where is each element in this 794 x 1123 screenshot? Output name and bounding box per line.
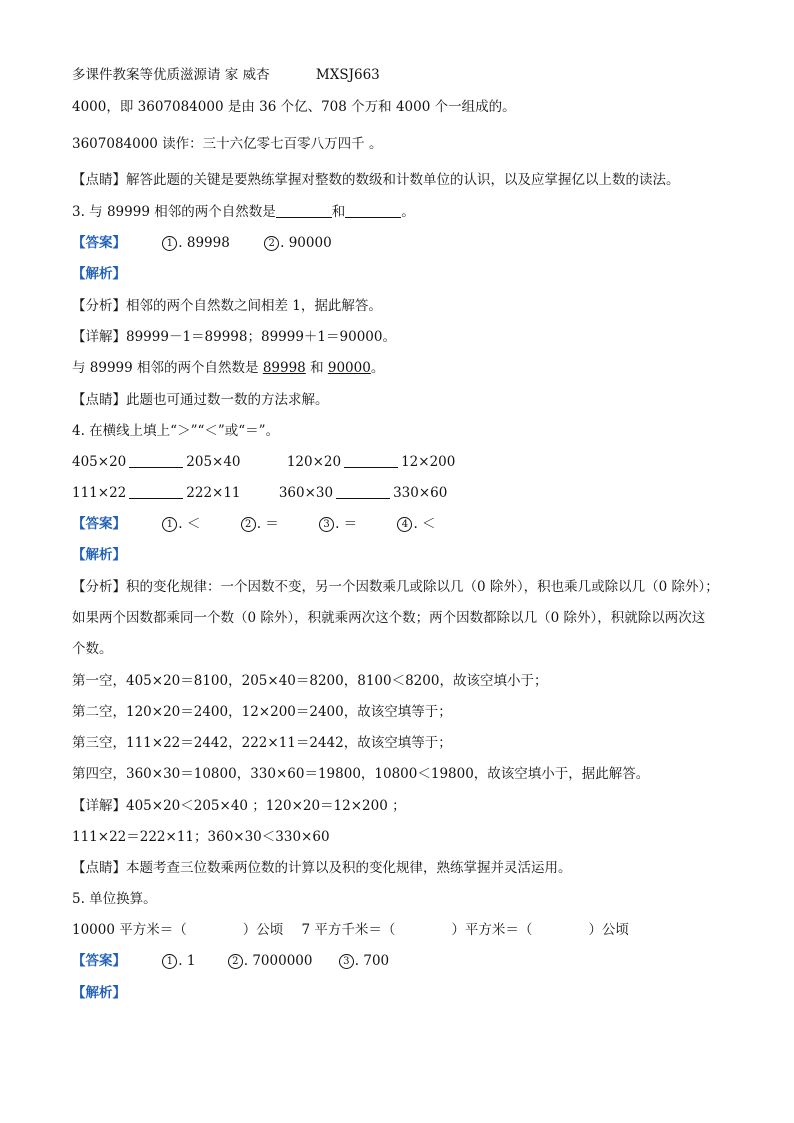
answer-value: . 1 (178, 953, 196, 969)
q4-analysis-line-3: 个数。 (72, 641, 113, 657)
q4-detail-line-2: 111×22＝222×11；360×30＜330×60 (72, 829, 330, 845)
note-tag: 【点睛】 (72, 392, 126, 408)
q3-answer-2 (264, 234, 332, 252)
expr-left: 111×22 (72, 485, 127, 501)
note-tag: 【点睛】 (72, 860, 126, 876)
q5-conversion (72, 921, 629, 939)
note-text: 解答此题的关键是要熟练掌握对整数的数级和计数单位的认识，以及应掌握亿以上数的读法。 (126, 172, 680, 188)
circled-number: 1 (162, 954, 177, 969)
conclusion-b: 和 (305, 360, 328, 376)
q5-part-d: ）平方米＝（ (451, 922, 533, 938)
intro-line-2: 3607084000 读作：三十六亿零七百零八万四千 。 (72, 136, 383, 152)
circled-number: 1 (162, 236, 177, 251)
answer-value: . ＝ (256, 516, 279, 532)
expr-right: 222×11 (186, 485, 241, 501)
q4-stem: 4. 在横线上填上“＞”“＜”或“＝”。 (72, 423, 280, 439)
q5-part-b: ）公顷 (242, 922, 284, 938)
note-text: 本题考查三位数乘两位数的计算以及积的变化规律，熟练掌握并灵活运用。 (126, 860, 572, 876)
q5-jiexi-tag: 【解析】 (72, 985, 126, 1001)
q3-analysis (72, 297, 382, 315)
q4-step-3: 第三空，111×22＝2442，222×11＝2442，故该空填等于； (72, 735, 452, 751)
note-tag: 【点睛】 (72, 172, 126, 188)
intro-line-1: 4000，即 3607084000 是由 36 个亿、708 个万和 4000 个一组成的。 (72, 99, 516, 115)
q3-stem-a: 3. 与 89999 相邻的两个自然数是 (72, 204, 276, 220)
header-text: 多课件教案等优质滋源请 家 威杏 (72, 67, 270, 83)
detail-text: 405×20＜205×40 ；120×20＝12×200 ； (126, 798, 406, 814)
circled-number: 3 (339, 954, 354, 969)
compare-blank-1[interactable] (129, 453, 183, 468)
q3-stem (72, 203, 415, 221)
detail-text: 89999－1＝89998；89999＋1＝90000。 (126, 329, 396, 345)
note-text: 此题也可通过数一数的方法求解。 (126, 392, 329, 408)
q3-answer-1 (162, 234, 230, 252)
answer-tag: 【答案】 (72, 953, 126, 969)
q4-jiexi-tag: 【解析】 (72, 547, 126, 563)
answer-value: . ＝ (335, 516, 358, 532)
q3-detail (72, 328, 396, 346)
q4-note (72, 859, 572, 877)
q5-part-e: ）公顷 (588, 922, 629, 938)
compare-blank-2[interactable] (344, 453, 398, 468)
page-header (72, 66, 380, 84)
analysis-tag: 【分析】 (72, 579, 126, 595)
conclusion-underlined-1: 89998 (262, 360, 306, 376)
expr-left: 360×30 (278, 485, 334, 501)
q5-answer-1 (162, 952, 195, 970)
conclusion-a: 与 89999 相邻的两个自然数是 (72, 360, 263, 376)
compare-blank-4[interactable] (336, 484, 390, 499)
q4-row-2 (72, 484, 447, 502)
q3-blank-2[interactable] (345, 203, 401, 218)
q4-answer-3 (319, 515, 357, 533)
circled-number: 2 (264, 236, 279, 251)
q3-note (72, 391, 329, 409)
compare-blank-3[interactable] (129, 484, 183, 499)
q5-answer (72, 952, 389, 970)
detail-tag: 【详解】 (72, 798, 126, 814)
circled-number: 4 (397, 517, 412, 532)
q4-step-1: 第一空，405×20＝8100，205×40＝8200，8100＜8200，故该空填小于； (72, 673, 548, 689)
answer-value: . ＜ (413, 516, 436, 532)
conclusion-underlined-2: 90000 (327, 360, 371, 376)
q3-blank-1[interactable] (276, 203, 332, 218)
answer-value: . ＜ (178, 516, 201, 532)
q3-stem-c: 。 (401, 204, 415, 220)
q4-step-2: 第二空，120×20＝2400，12×200＝2400，故该空填等于； (72, 704, 452, 720)
q5-part-a: 10000 平方米＝（ (72, 922, 187, 938)
q4-answer-1 (162, 515, 200, 533)
q4-analysis-line-1 (72, 578, 719, 596)
circled-number: 1 (162, 517, 177, 532)
intro-note (72, 171, 680, 189)
q4-step-4: 第四空，360×30＝10800，330×60＝19800，10800＜19800，故该空填小于，据此解答。 (72, 766, 650, 782)
q5-stem: 5. 单位换算。 (72, 891, 157, 907)
expr-left: 405×20 (72, 454, 127, 470)
q4-detail-line-1 (72, 797, 406, 815)
answer-value: . 7000000 (243, 953, 313, 969)
q3-jiexi-tag: 【解析】 (72, 266, 126, 282)
q5-answer-3 (339, 952, 389, 970)
conclusion-c: 。 (370, 360, 385, 376)
q3-conclusion (72, 359, 384, 377)
answer-tag: 【答案】 (72, 235, 126, 251)
expr-right: 205×40 (186, 454, 241, 470)
answer-value: . 700 (354, 953, 390, 969)
q4-analysis-line-2: 如果两个因数都乘同一个数（0 除外），积就乘两次这个数；两个因数都除以几（0 除外），积就除以两次这 (72, 610, 706, 626)
answer-value: . 89998 (178, 235, 230, 251)
header-code: MXSJ663 (315, 67, 380, 83)
circled-number: 2 (228, 954, 243, 969)
q3-answer (72, 234, 332, 252)
q3-stem-b: 和 (331, 204, 346, 220)
answer-value: . 90000 (280, 235, 332, 251)
q5-part-c: 7 平方千米＝（ (301, 922, 396, 938)
analysis-text: 积的变化规律：一个因数不变，另一个因数乘几或除以几（0 除外），积也乘几或除以几（0 除外）； (126, 579, 719, 595)
analysis-tag: 【分析】 (72, 298, 126, 314)
q5-answer-2 (228, 952, 313, 970)
q4-answer-2 (241, 515, 279, 533)
circled-number: 3 (319, 517, 334, 532)
q4-answer (72, 515, 436, 533)
q4-answer-4 (397, 515, 435, 533)
answer-tag: 【答案】 (72, 516, 126, 532)
expr-left: 120×20 (286, 454, 342, 470)
q4-row-1 (72, 453, 455, 471)
expr-right: 12×200 (401, 454, 456, 470)
circled-number: 2 (241, 517, 256, 532)
expr-right: 330×60 (393, 485, 448, 501)
detail-tag: 【详解】 (72, 329, 126, 345)
analysis-text: 相邻的两个自然数之间相差 1，据此解答。 (126, 298, 382, 314)
